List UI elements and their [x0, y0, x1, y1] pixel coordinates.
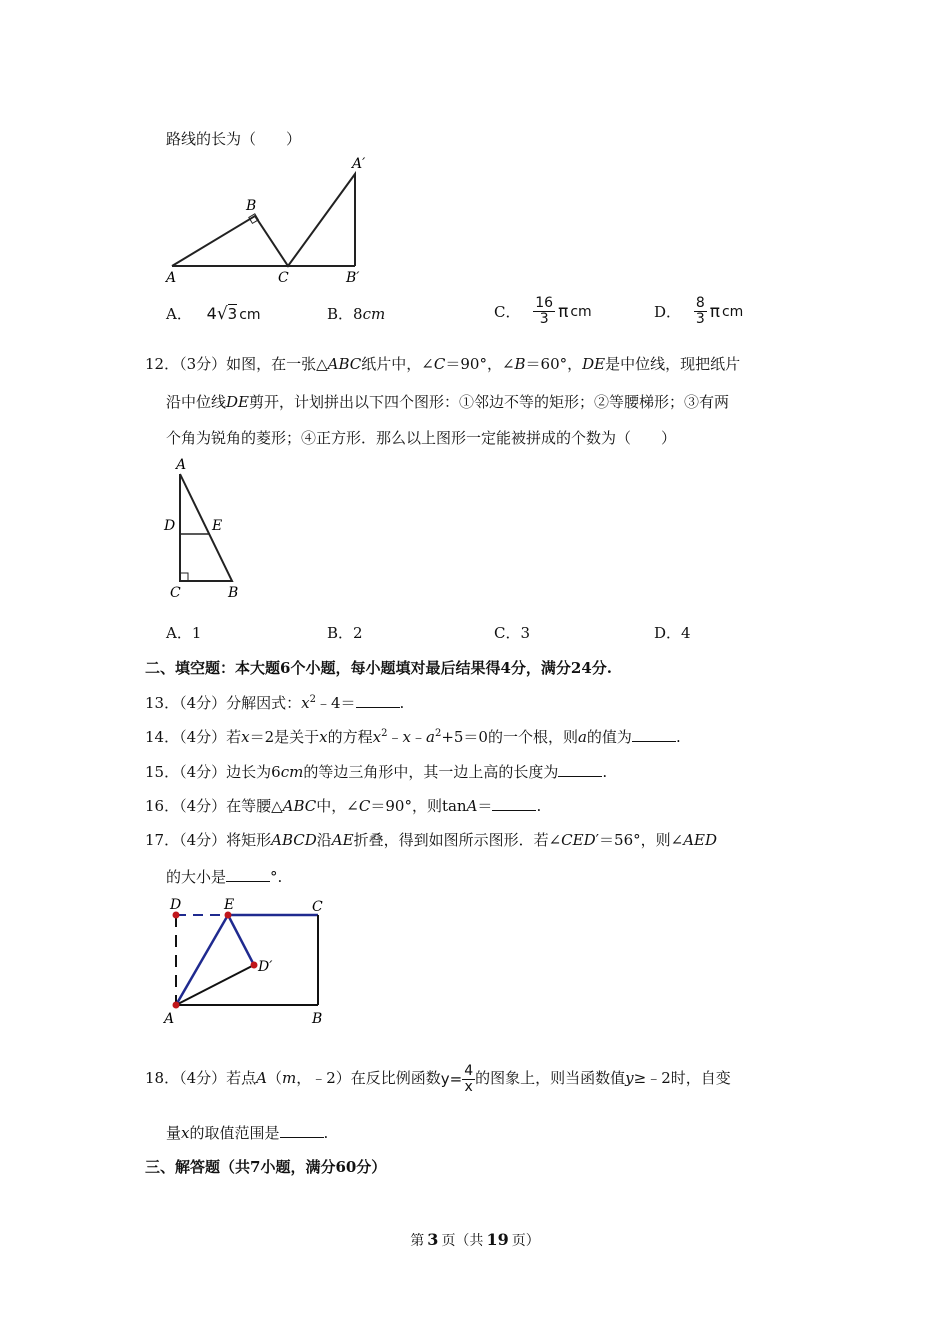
q14-answer-blank — [632, 727, 676, 742]
q12-label-a: A — [176, 457, 187, 473]
q12-label-d: D — [164, 518, 176, 534]
q17-line-2: 的大小是 °. — [166, 868, 283, 886]
q17-label-e: E — [224, 897, 235, 913]
q12-option-c: C．3 — [494, 624, 531, 642]
section-2-heading: 二、填空题：本大题6个小题，每小题填对最后结果得4分，满分24分. — [145, 659, 612, 677]
page-footer: 第 3 页（共 19 页） — [410, 1230, 540, 1249]
q17-line-1: 17．（4分）将矩形ABCD沿AE折叠，得到如图所示图形．若∠CED′＝56°，则∠AED — [145, 831, 717, 849]
q17-label-d-prime: D′ — [258, 959, 273, 975]
q16-answer-blank — [492, 796, 536, 811]
q17-label-b: B — [312, 1011, 323, 1027]
q11-option-b: B．8cm — [327, 305, 386, 323]
q17-figure — [160, 893, 340, 1033]
q11-option-d: D． $\frac{8}{3}$ π cm — [654, 295, 744, 327]
q11-label-b: B — [246, 198, 257, 214]
q12-label-c: C — [170, 585, 181, 601]
q17-label-a: A — [164, 1011, 175, 1027]
q12-option-b: B．2 — [327, 624, 363, 642]
q17-answer-blank — [226, 867, 270, 882]
q17-label-c: C — [312, 899, 323, 915]
q13: 13．（4分）分解因式：$x^2﹣4=$ . — [145, 694, 405, 712]
q12-label-b: B — [228, 585, 239, 601]
q14: 14．（4分）若x＝2是关于x的方程$x^2﹣x﹣a^2+5=0$的一个根，则a的值为 . — [145, 728, 681, 746]
q17-label-d: D — [170, 897, 182, 913]
q18-line-2: 量x的取值范围是 . — [166, 1124, 329, 1142]
q11-label-c: C — [278, 270, 289, 286]
q11-option-c: C． $\frac{16}{3}$ π cm — [494, 295, 592, 327]
q12-line-3: 个角为锐角的菱形；④正方形．那么以上图形一定能被拼成的个数为（ ） — [166, 429, 677, 447]
q11-label-a: A — [166, 270, 177, 286]
q16: 16．（4分）在等腰△ABC中，∠C＝90°，则tanA＝ . — [145, 797, 542, 815]
q11-label-b-prime: B′ — [346, 270, 360, 286]
section-3-heading: 三、解答题（共7小题，满分60分） — [145, 1158, 387, 1176]
q12-option-d: D．4 — [654, 624, 691, 642]
q15: 15．（4分）边长为6cm的等边三角形中，其一边上高的长度为 . — [145, 763, 608, 781]
q11-tail-text: 路线的长为（ ） — [166, 130, 302, 148]
q13-answer-blank — [356, 693, 400, 708]
q11-label-a-prime: A′ — [352, 156, 366, 172]
q11-option-a: A． 4√3 cm — [166, 304, 261, 324]
q18-line-1: 18．（4分）若点A（m，﹣2）在反比例函数y= $\frac{4}{x}$ 的图象上，则当函数值y≥﹣2时，自变 — [145, 1062, 731, 1095]
q15-answer-blank — [558, 762, 602, 777]
q12-line-1: 12．（3分）如图，在一张△ABC纸片中，∠C＝90°，∠B＝60°，DE是中位线，现把纸片 — [145, 355, 741, 373]
q12-figure — [160, 452, 260, 602]
q12-line-2: 沿中位线DE剪开，计划拼出以下四个图形：①邻边不等的矩形；②等腰梯形；③有两 — [166, 393, 730, 411]
q12-option-a: A．1 — [166, 624, 202, 642]
q12-label-e: E — [212, 518, 223, 534]
q11-figure — [160, 150, 380, 290]
q18-answer-blank — [280, 1123, 324, 1138]
